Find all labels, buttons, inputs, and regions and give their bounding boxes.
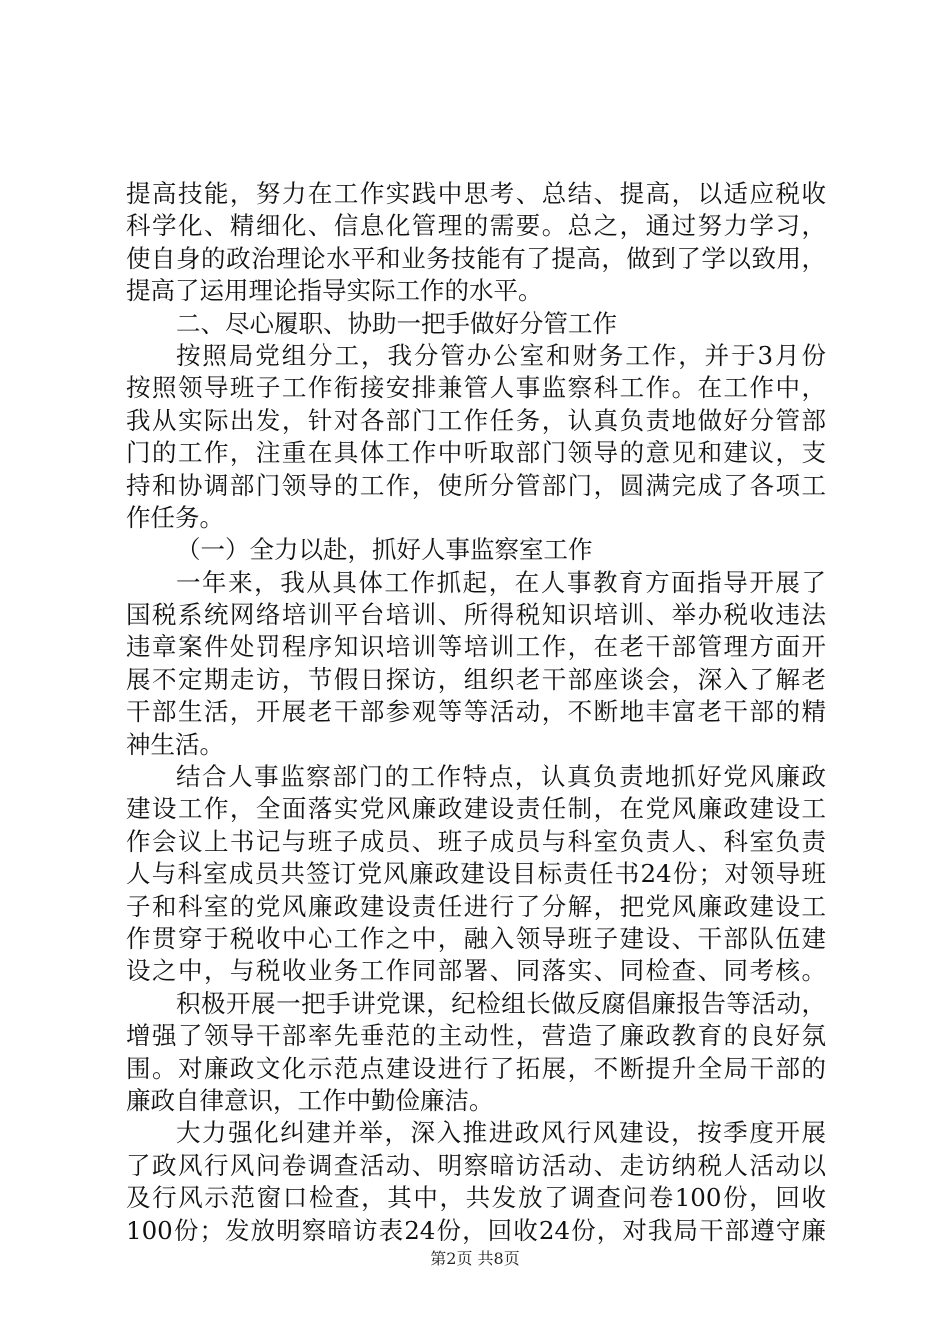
- text-line: 神生活。: [126, 729, 224, 759]
- text-line: 门的工作，注重在具体工作中听取部门领导的意见和建议，支: [126, 438, 826, 468]
- text-line: 展不定期走访，节假日探访，组织老干部座谈会，深入了解老: [126, 664, 826, 694]
- text-line: 了政风行风问卷调查活动、明察暗访活动、走访纳税人活动以: [126, 1150, 826, 1180]
- text-line: 100份；发放明察暗访表24份，回收24份，对我局干部遵守廉: [126, 1215, 826, 1245]
- text-line: 一年来，我从具体工作抓起，在人事教育方面指导开展了: [176, 567, 826, 597]
- text-line: 违章案件处罚程序知识培训等培训工作，在老干部管理方面开: [126, 632, 826, 662]
- text-line: 国税系统网络培训平台培训、所得税知识培训、举办税收违法: [126, 600, 826, 630]
- text-line: 结合人事监察部门的工作特点，认真负责地抓好党风廉政: [176, 762, 826, 792]
- text-line: 作会议上书记与班子成员、班子成员与科室负责人、科室负责: [126, 826, 826, 856]
- section-heading: 二、尽心履职、协助一把手做好分管工作: [176, 308, 617, 338]
- text-line: 大力强化纠建并举，深入推进政风行风建设，按季度开展: [176, 1118, 826, 1148]
- text-line: 增强了领导干部率先垂范的主动性，营造了廉政教育的良好氛: [126, 1021, 826, 1051]
- text-line: 提高技能，努力在工作实践中思考、总结、提高，以适应税收: [126, 179, 826, 208]
- page-number: 第2页 共8页: [430, 1249, 520, 1268]
- subsection-heading: （一）全力以赴，抓好人事监察室工作: [176, 535, 593, 565]
- text-line: 按照领导班子工作衔接安排兼管人事监察科工作。在工作中，: [126, 373, 826, 403]
- text-line: 作任务。: [126, 502, 224, 532]
- text-line: 廉政自律意识，工作中勤俭廉洁。: [126, 1085, 494, 1115]
- text-line: 干部生活，开展老干部参观等等活动，不断地丰富老干部的精: [126, 697, 826, 727]
- text-line: 围。对廉政文化示范点建设进行了拓展，不断提升全局干部的: [126, 1053, 826, 1083]
- text-line: 及行风示范窗口检查，其中，共发放了调查问卷100份，回收: [126, 1183, 826, 1213]
- text-line: 科学化、精细化、信息化管理的需要。总之，通过努力学习，: [126, 211, 826, 241]
- document-body: [126, 178, 826, 1247]
- text-line: 使自身的政治理论水平和业务技能有了提高，做到了学以致用，: [126, 243, 826, 273]
- text-line: 按照局党组分工，我分管办公室和财务工作，并于3月份: [176, 340, 826, 370]
- text-line: 人与科室成员共签订党风廉政建设目标责任书24份；对领导班: [126, 859, 826, 889]
- text-line: 持和协调部门领导的工作，使所分管部门，圆满完成了各项工: [126, 470, 826, 500]
- text-line: 积极开展一把手讲党课，纪检组长做反腐倡廉报告等活动，: [176, 988, 826, 1018]
- text-line: 子和科室的党风廉政建设责任进行了分解，把党风廉政建设工: [126, 891, 826, 921]
- text-line: 我从实际出发，针对各部门工作任务，认真负责地做好分管部: [126, 405, 826, 435]
- text-line: 建设工作，全面落实党风廉政建设责任制，在党风廉政建设工: [126, 794, 826, 824]
- text-line: 设之中，与税收业务工作同部署、同落实、同检查、同考核。: [126, 956, 826, 986]
- text-line: 提高了运用理论指导实际工作的水平。: [126, 276, 543, 306]
- text-line: 作贯穿于税收中心工作之中，融入领导班子建设、干部队伍建: [126, 923, 826, 953]
